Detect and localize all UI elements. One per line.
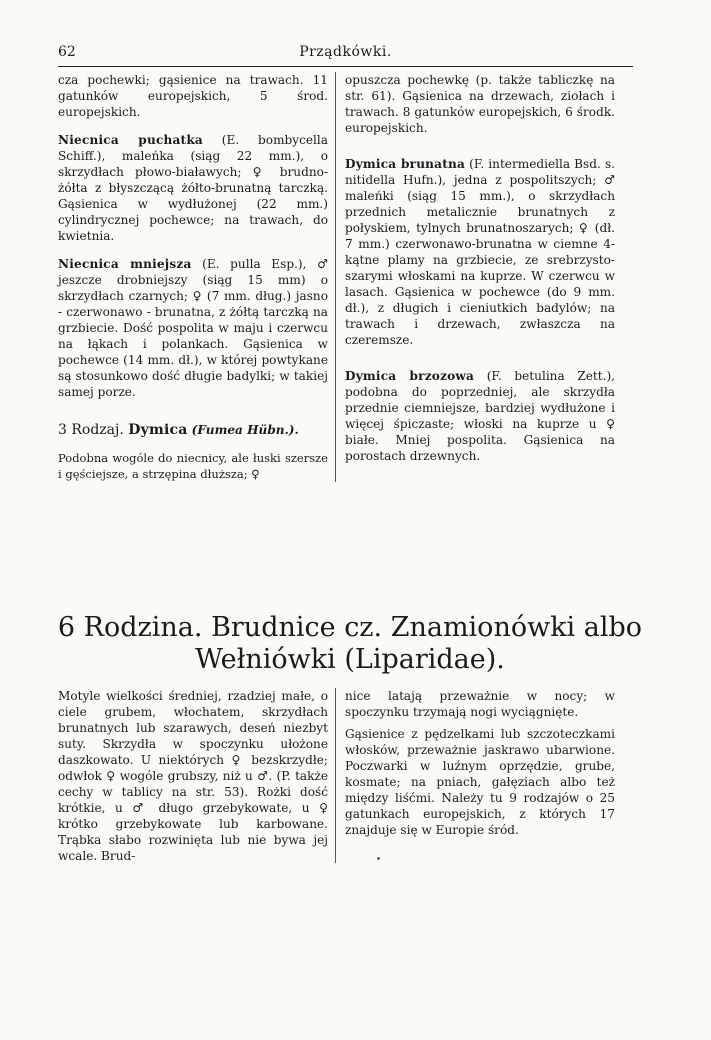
- genus-latin: (Fumea Hübn.).: [187, 423, 299, 437]
- continued-paragraph: cza pochewki; gąsienice na trawach. 11 gatunków europejskich, 5 środ. europejskich.: [58, 73, 328, 119]
- species-description: (F. intermediella Bsd. s. nitidella Hufn.), jedna z pospolitszych; ♂ maleńki (siąg 15 mm.), o skrzydłach przednich metalicznie brunatnych z połyskiem, tylnych brunatnoszarych; ♀ (dł. 7 mm.) czerwonawo-brunatna w ciemne 4-kątne plamy na grzbiecie, ze srebrzysto-szarymi włoskami na kuprze. W czerwcu w lasach. Gąsienica w pochewce (do 9 mm. dł.), z długich i cieniutkich badylów; na trawach i drzewach, zwłaszcza na czeremsze.: [345, 157, 615, 347]
- caterpillar-description: Gąsienice z pędzelkami lub szczoteczkami włosków, przeważnie jaskrawo ubarwione. Poczwarki w luźnym oprzędzie, grube, kosmate; na pniach, gałęziach albo też między liśćmi. Należy tu 9 rodzajów o 25 gatunkach europejskich, z których 17 znajduje się w Europie śród.: [345, 727, 615, 837]
- genus-prefix: 3 Rodzaj.: [58, 422, 129, 438]
- family-heading-line2: Wełniówki (Liparidae).: [195, 644, 505, 675]
- running-head: Prządkówki.: [299, 44, 392, 60]
- entry-niecnica-mniejsza: [58, 256, 328, 400]
- family-heading-line1: 6 Rodzina. Brudnice cz. Znamionówki albo: [57, 612, 643, 643]
- right-column-bottom: [345, 688, 615, 838]
- continued-paragraph: opuszcza pochewkę (p. także tabliczkę na str. 61). Gąsienica na drzewach, ziołach i trawach. 8 gatunków europejskich, 6 środk. europejskich.: [345, 73, 615, 135]
- species-name: Dymica brunatna: [345, 157, 466, 171]
- species-description: (E. bombycella Schiff.), maleńka (siąg 22 mm.), o skrzydłach płowo-białawych; ♀ brudno-żółta z błyszczącą żółto-brunatną tarczką. Gąsienica w wydłużonej (22 mm.) cylindrycznej pochewce; na trawach, do kwietnia.: [58, 133, 328, 243]
- entry-dymica-brunatna: [345, 156, 615, 348]
- column-divider-bottom: [335, 688, 336, 863]
- left-column-top: [58, 72, 328, 482]
- family-heading: [40, 612, 660, 676]
- right-column-top: [345, 72, 615, 464]
- species-description: (E. pulla Esp.), ♂ jeszcze drobniejszy (siąg 15 mm) o skrzydłach czarnych; ♀ (7 mm. dług.) jasno - czerwonawo - brunatna, z żółtą tarczką na grzbiecie. Dość pospolita w maju i czerwcu na łąkach i polankach. Gąsienica w pochewce (14 mm. dł.), w której powtykane są stosunkowo dość długie badylki; w takiej samej porze.: [58, 257, 328, 399]
- column-divider-top: [335, 72, 336, 482]
- species-name: Niecnica mniejsza: [58, 257, 192, 271]
- entry-niecnica-puchatka: [58, 132, 328, 244]
- page-header: [58, 44, 633, 62]
- family-description-cont: nice latają przeważnie w nocy; w spoczynku trzymają nogi wyciągnięte.: [345, 689, 615, 719]
- print-speck: [377, 857, 380, 860]
- species-description: (F. betulina Zett.), podobna do poprzedniej, ale skrzydła przednie ciemniejsze, bardziej wydłużone i więcej śpiczaste; włoski na kuprze u ♀ białe. Mniej pospolita. Gąsienica na porostach drzewnych.: [345, 369, 616, 463]
- species-name: Dymica brzozowa: [345, 369, 475, 383]
- genus-description: Podobna wogóle do niecnicy, ale łuski szersze i gęściejsze, a strzępina dłuższa; ♀: [58, 451, 328, 481]
- page-number: 62: [58, 44, 76, 60]
- entry-dymica-brzozowa: [345, 368, 615, 464]
- left-column-bottom: [58, 688, 328, 864]
- family-description: Motyle wielkości średniej, rzadziej małe, o ciele grubem, włochatem, skrzydłach brunatnych lub szarawych, deseń niezbyt suty. Skrzydła w spoczynku ułożone daszkowato. U niektórych ♀ bezskrzydłe; odwłok ♀ wogóle grubszy, niż u ♂. (P. także cechy w tablicy na str. 53). Rożki dość krótkie, u ♂ długo grzebykowate, u ♀ krótko grzebykowate lub karbowane. Trąbka słabo rozwinięta lub nie bywa jej wcale. Brud-: [58, 689, 328, 863]
- species-name: Niecnica puchatka: [58, 133, 203, 147]
- genus-name: Dymica: [128, 422, 188, 438]
- genus-heading: [58, 422, 328, 438]
- header-rule: [58, 66, 633, 67]
